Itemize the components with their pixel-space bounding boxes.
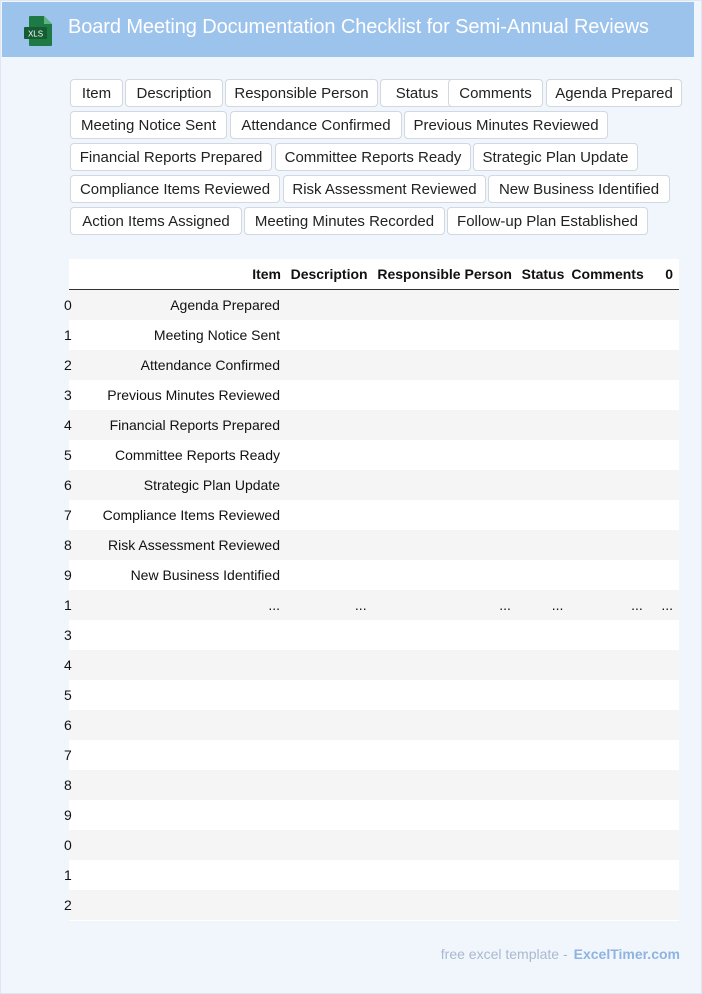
cell-zero: ... <box>651 590 679 620</box>
cell-comments: ... <box>571 590 650 620</box>
cell-zero <box>651 860 679 890</box>
cell-description <box>288 470 375 500</box>
tag-chip[interactable]: Strategic Plan Update <box>473 143 638 171</box>
cell-status <box>519 620 571 650</box>
table-row <box>69 800 679 830</box>
cell-item <box>73 890 288 920</box>
cell-zero <box>651 530 679 560</box>
cell-responsible-person <box>375 620 519 650</box>
row-index-label: 1 <box>64 597 72 613</box>
cell-item: Risk Assessment Reviewed <box>73 530 288 560</box>
cell-comments <box>571 560 650 590</box>
cell-item: New Business Identified <box>73 560 288 590</box>
cell-item <box>73 860 288 890</box>
cell-responsible-person <box>375 800 519 830</box>
table-row <box>69 860 679 890</box>
table-row <box>69 290 679 321</box>
cell-comments <box>571 440 650 470</box>
row-index-label: 9 <box>64 807 72 823</box>
cell-responsible-person <box>375 890 519 920</box>
cell-description <box>288 860 375 890</box>
data-table <box>64 259 679 920</box>
row-index-label: 6 <box>64 477 72 493</box>
cell-description <box>288 740 375 770</box>
cell-responsible-person <box>375 350 519 380</box>
cell-status: ... <box>519 590 571 620</box>
cell-status <box>519 290 571 321</box>
cell-description <box>288 530 375 560</box>
cell-responsible-person <box>375 320 519 350</box>
cell-description <box>288 440 375 470</box>
tag-chip[interactable]: Attendance Confirmed <box>230 111 402 139</box>
cell-responsible-person <box>375 770 519 800</box>
cell-item <box>73 650 288 680</box>
row-index-label: 9 <box>64 567 72 583</box>
table-row <box>69 440 679 470</box>
table-header-row <box>69 259 679 290</box>
cell-responsible-person <box>375 560 519 590</box>
cell-comments <box>571 680 650 710</box>
cell-description <box>288 830 375 860</box>
cell-zero <box>651 800 679 830</box>
cell-zero <box>651 290 679 321</box>
row-index-label: 6 <box>64 717 72 733</box>
cell-description <box>288 620 375 650</box>
cell-comments <box>571 530 650 560</box>
cell-comments <box>571 830 650 860</box>
column-header-item: Item <box>73 259 288 290</box>
cell-description <box>288 680 375 710</box>
cell-status <box>519 770 571 800</box>
table-row <box>69 620 679 650</box>
cell-comments <box>571 860 650 890</box>
cell-comments <box>571 350 650 380</box>
cell-responsible-person <box>375 290 519 321</box>
row-index-label: 0 <box>64 297 72 313</box>
cell-zero <box>651 320 679 350</box>
tag-chip[interactable]: Risk Assessment Reviewed <box>283 175 486 203</box>
row-index-label: 1 <box>64 867 72 883</box>
tag-chip[interactable]: New Business Identified <box>488 175 670 203</box>
tag-chip[interactable]: Meeting Minutes Recorded <box>244 207 445 235</box>
cell-status <box>519 380 571 410</box>
row-index-label: 5 <box>64 447 72 463</box>
cell-comments <box>571 710 650 740</box>
cell-description <box>288 290 375 321</box>
tag-chip[interactable]: Agenda Prepared <box>546 79 682 107</box>
tag-chip[interactable]: Description <box>125 79 223 107</box>
cell-status <box>519 530 571 560</box>
cell-comments <box>571 740 650 770</box>
tag-chip[interactable]: Comments <box>448 79 543 107</box>
cell-zero <box>651 350 679 380</box>
cell-comments <box>571 290 650 321</box>
cell-description <box>288 800 375 830</box>
table-row <box>69 890 679 920</box>
cell-status <box>519 710 571 740</box>
cell-item <box>73 770 288 800</box>
cell-responsible-person <box>375 530 519 560</box>
cell-status <box>519 350 571 380</box>
cell-description <box>288 770 375 800</box>
cell-comments <box>571 500 650 530</box>
tag-chip[interactable]: Previous Minutes Reviewed <box>404 111 608 139</box>
cell-zero <box>651 770 679 800</box>
table-row <box>69 530 679 560</box>
cell-zero <box>651 680 679 710</box>
tag-chip[interactable]: Meeting Notice Sent <box>70 111 227 139</box>
header-bar <box>2 2 694 57</box>
table-row <box>69 350 679 380</box>
cell-description <box>288 710 375 740</box>
cell-zero <box>651 500 679 530</box>
row-index-label: 2 <box>64 897 72 913</box>
column-header-comments: Comments <box>571 259 650 290</box>
cell-responsible-person <box>375 650 519 680</box>
cell-description <box>288 890 375 920</box>
cell-status <box>519 320 571 350</box>
cell-item: Committee Reports Ready <box>73 440 288 470</box>
table-row <box>69 410 679 440</box>
cell-responsible-person <box>375 500 519 530</box>
cell-status <box>519 560 571 590</box>
column-header-status: Status <box>519 259 571 290</box>
cell-item <box>73 800 288 830</box>
cell-status <box>519 680 571 710</box>
cell-zero <box>651 410 679 440</box>
table-row <box>69 500 679 530</box>
cell-comments <box>571 410 650 440</box>
cell-comments <box>571 890 650 920</box>
row-index-label: 3 <box>64 387 72 403</box>
cell-item: Attendance Confirmed <box>73 350 288 380</box>
column-header-description: Description <box>288 259 375 290</box>
cell-zero <box>651 740 679 770</box>
table-row <box>69 770 679 800</box>
row-index-label: 7 <box>64 507 72 523</box>
cell-responsible-person <box>375 470 519 500</box>
cell-responsible-person <box>375 860 519 890</box>
column-header-responsible-person: Responsible Person <box>375 259 519 290</box>
cell-status <box>519 650 571 680</box>
cell-item <box>73 680 288 710</box>
table-row <box>69 470 679 500</box>
cell-zero <box>651 380 679 410</box>
table-row <box>69 590 679 620</box>
cell-description <box>288 320 375 350</box>
cell-description <box>288 380 375 410</box>
table-row <box>69 680 679 710</box>
cell-item <box>73 740 288 770</box>
cell-status <box>519 410 571 440</box>
cell-comments <box>571 320 650 350</box>
footer-brand-link[interactable]: ExcelTimer.com <box>573 946 680 962</box>
footer-credit <box>441 946 680 962</box>
table-row <box>69 710 679 740</box>
data-table-container <box>64 259 679 921</box>
cell-comments <box>571 380 650 410</box>
row-index-label: 4 <box>64 417 72 433</box>
cell-item <box>73 620 288 650</box>
tag-chip[interactable]: Action Items Assigned <box>70 207 242 235</box>
cell-zero <box>651 830 679 860</box>
cell-status <box>519 830 571 860</box>
cell-zero <box>651 620 679 650</box>
cell-description <box>288 650 375 680</box>
tag-chip[interactable]: Compliance Items Reviewed <box>70 175 280 203</box>
cell-item: Financial Reports Prepared <box>73 410 288 440</box>
cell-zero <box>651 710 679 740</box>
cell-zero <box>651 890 679 920</box>
row-index-label: 2 <box>64 357 72 373</box>
cell-item <box>73 830 288 860</box>
cell-status <box>519 800 571 830</box>
cell-item: Strategic Plan Update <box>73 470 288 500</box>
cell-item: Compliance Items Reviewed <box>73 500 288 530</box>
column-header-zero: 0 <box>651 259 679 290</box>
table-row <box>69 830 679 860</box>
cell-item: Meeting Notice Sent <box>73 320 288 350</box>
cell-responsible-person <box>375 710 519 740</box>
cell-responsible-person <box>375 440 519 470</box>
row-index-label: 1 <box>64 327 72 343</box>
table-row <box>69 320 679 350</box>
cell-status <box>519 890 571 920</box>
cell-responsible-person <box>375 680 519 710</box>
cell-comments <box>571 650 650 680</box>
table-row <box>69 560 679 590</box>
cell-item: Agenda Prepared <box>73 290 288 321</box>
cell-comments <box>571 620 650 650</box>
table-row <box>69 740 679 770</box>
cell-description <box>288 500 375 530</box>
tag-chip[interactable]: Committee Reports Ready <box>275 143 471 171</box>
cell-status <box>519 440 571 470</box>
table-row <box>69 380 679 410</box>
cell-status <box>519 500 571 530</box>
row-index-label: 8 <box>64 777 72 793</box>
excel-icon-label: XLS <box>27 29 44 39</box>
cell-item <box>73 710 288 740</box>
table-row <box>69 650 679 680</box>
cell-description <box>288 350 375 380</box>
cell-description <box>288 410 375 440</box>
footer-text: free excel template - <box>440 946 568 962</box>
tag-chip[interactable]: Follow-up Plan Established <box>447 207 648 235</box>
tag-chip[interactable]: Status <box>380 79 454 107</box>
cell-responsible-person: ... <box>375 590 519 620</box>
row-index-label: 4 <box>64 657 72 673</box>
row-index-label: 8 <box>64 537 72 553</box>
cell-item: Previous Minutes Reviewed <box>73 380 288 410</box>
cell-item: ... <box>73 590 288 620</box>
cell-responsible-person <box>375 410 519 440</box>
row-index-label: 5 <box>64 687 72 703</box>
row-index-label: 7 <box>64 747 72 763</box>
cell-description <box>288 560 375 590</box>
cell-description: ... <box>288 590 375 620</box>
excel-file-icon <box>23 15 53 47</box>
cell-zero <box>651 440 679 470</box>
cell-zero <box>651 650 679 680</box>
cell-comments <box>571 770 650 800</box>
cell-responsible-person <box>375 830 519 860</box>
cell-status <box>519 860 571 890</box>
row-index-label: 0 <box>64 837 72 853</box>
cell-zero <box>651 560 679 590</box>
tag-chip[interactable]: Item <box>70 79 123 107</box>
tag-chip[interactable]: Financial Reports Prepared <box>70 143 272 171</box>
page-title: Board Meeting Documentation Checklist for Semi-Annual Reviews <box>68 16 649 38</box>
cell-responsible-person <box>375 740 519 770</box>
cell-comments <box>571 470 650 500</box>
tag-chip[interactable]: Responsible Person <box>225 79 378 107</box>
cell-status <box>519 470 571 500</box>
cell-responsible-person <box>375 380 519 410</box>
cell-comments <box>571 800 650 830</box>
cell-zero <box>651 470 679 500</box>
row-index-label: 3 <box>64 627 72 643</box>
cell-status <box>519 740 571 770</box>
